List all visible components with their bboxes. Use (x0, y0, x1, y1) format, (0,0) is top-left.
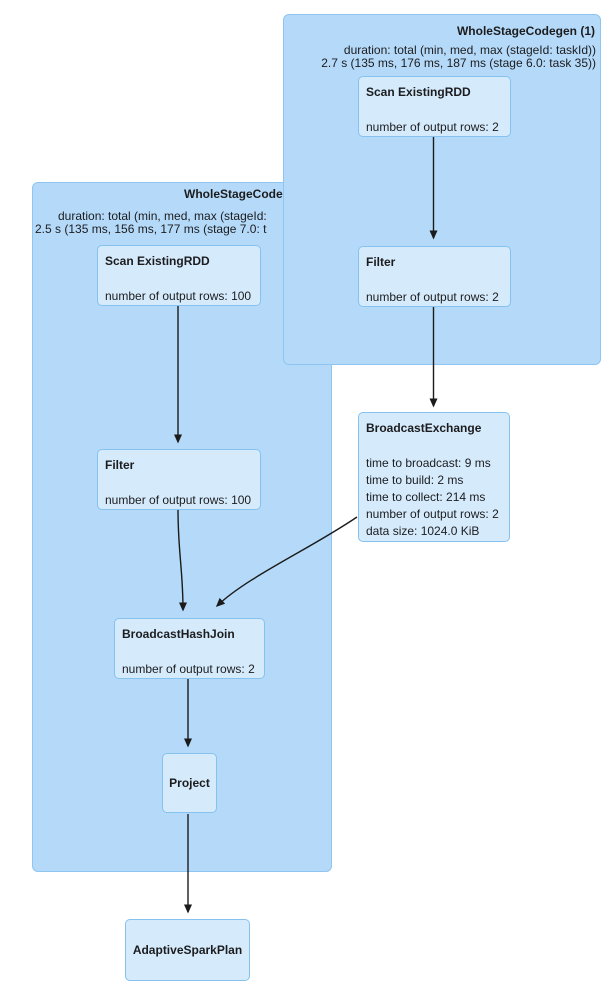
node-scan-existingrdd-2[interactable] (97, 245, 261, 306)
cluster-duration-line1: duration: total (min, med, max (stageId: (58, 209, 267, 223)
node-title: Scan ExistingRDD (105, 254, 210, 268)
metric: time to collect: 214 ms (366, 490, 486, 504)
node-metrics (122, 661, 257, 678)
cluster-duration (321, 44, 596, 70)
node-title: BroadcastHashJoin (122, 627, 235, 641)
node-filter-1[interactable] (358, 246, 511, 307)
node-title: Scan ExistingRDD (366, 85, 471, 99)
node-title: AdaptiveSparkPlan (132, 943, 243, 957)
node-broadcast-hash-join[interactable] (114, 618, 265, 679)
node-metrics (105, 492, 253, 509)
node-title: Filter (366, 255, 396, 269)
cluster-title: WholeStageCode (184, 187, 283, 201)
node-filter-2[interactable] (97, 449, 261, 510)
node-title: Project (169, 776, 210, 790)
node-metrics (366, 455, 502, 540)
node-broadcast-exchange[interactable] (358, 412, 510, 542)
cluster-duration-line2: 2.7 s (135 ms, 176 ms, 187 ms (stage 6.0: task 35)) (321, 56, 596, 70)
metric: data size: 1024.0 KiB (366, 524, 480, 538)
cluster-duration-line2: 2.5 s (135 ms, 156 ms, 177 ms (stage 7.0: t (35, 222, 267, 236)
node-adaptive-spark-plan[interactable] (125, 919, 250, 981)
cluster-duration-line1: duration: total (min, med, max (stageId: taskId)) (343, 43, 596, 57)
metric: number of output rows: 2 (122, 662, 255, 676)
metric: time to broadcast: 9 ms (366, 456, 491, 470)
cluster-wholestagecodegen-1 (283, 14, 601, 365)
node-project[interactable] (162, 753, 217, 813)
metric: number of output rows: 2 (366, 120, 499, 134)
node-metrics (105, 288, 253, 305)
node-scan-existingrdd-1[interactable] (358, 76, 511, 137)
metric: number of output rows: 2 (366, 290, 499, 304)
metric: number of output rows: 2 (366, 507, 499, 521)
node-metrics (366, 289, 503, 306)
metric: number of output rows: 100 (105, 289, 252, 303)
metric: number of output rows: 100 (105, 493, 252, 507)
cluster-title: WholeStageCodegen (1) (456, 24, 595, 38)
metric: time to build: 2 ms (366, 473, 464, 487)
node-title: Filter (105, 458, 135, 472)
node-title: BroadcastExchange (366, 421, 482, 435)
node-metrics (366, 119, 503, 136)
